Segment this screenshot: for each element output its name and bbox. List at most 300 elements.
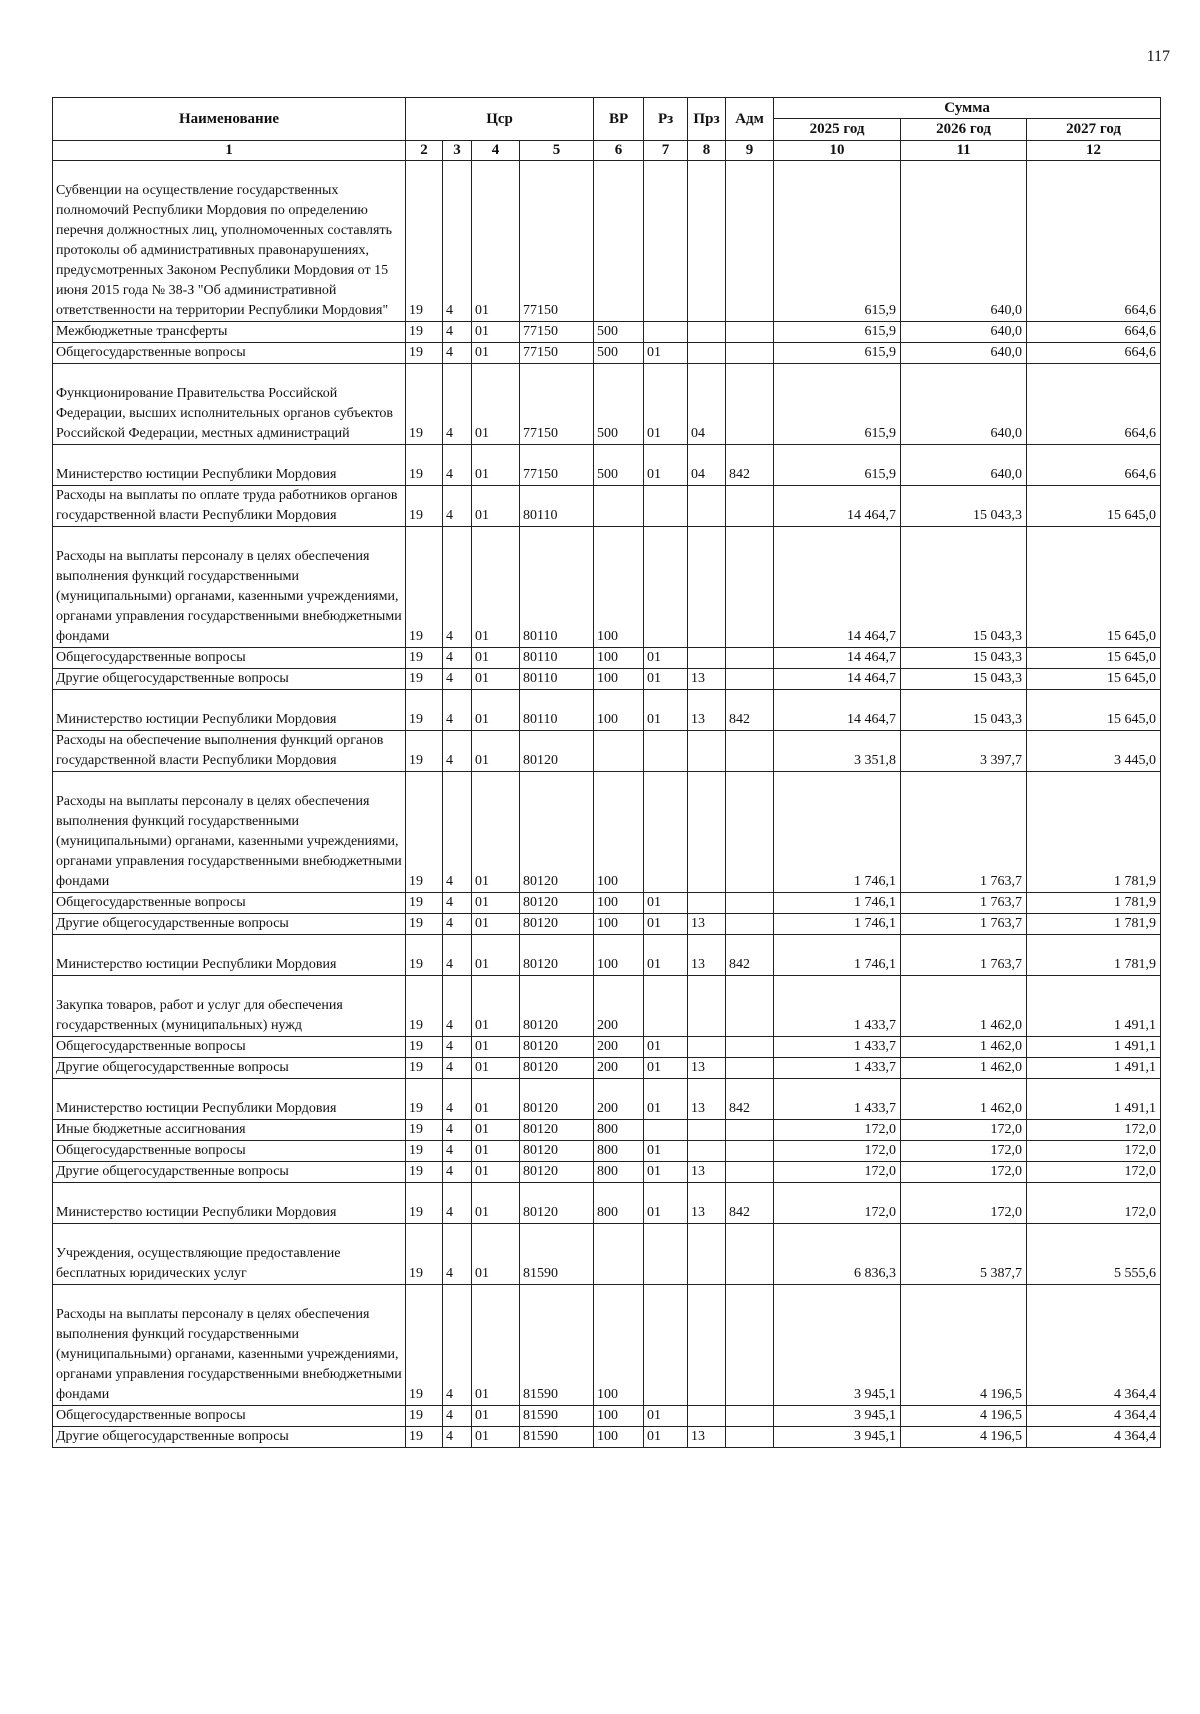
csr-part2-cell: 4	[443, 731, 472, 772]
csr-part4-cell: 80120	[520, 731, 594, 772]
amount-2027-cell: 1 491,1	[1027, 1037, 1161, 1058]
amount-2027-cell: 664,6	[1027, 161, 1161, 322]
table-row	[53, 772, 1161, 893]
amount-2026-cell: 1 462,0	[901, 976, 1027, 1037]
csr-part2-cell: 4	[443, 486, 472, 527]
adm-cell: 842	[726, 1079, 774, 1120]
amount-2025-cell: 172,0	[774, 1183, 901, 1224]
amount-2026-cell: 1 462,0	[901, 1079, 1027, 1120]
csr-part1-cell: 19	[406, 322, 443, 343]
amount-2025-cell: 6 836,3	[774, 1224, 901, 1285]
csr-part3-cell: 01	[472, 1141, 520, 1162]
adm-cell	[726, 1037, 774, 1058]
prz-cell	[688, 893, 726, 914]
rz-cell	[644, 1120, 688, 1141]
amount-2026-cell: 4 196,5	[901, 1285, 1027, 1406]
rz-cell: 01	[644, 893, 688, 914]
name-cell: Межбюджетные трансферты	[53, 322, 406, 343]
amount-2026-cell: 172,0	[901, 1162, 1027, 1183]
csr-part2-cell: 4	[443, 669, 472, 690]
table-row	[53, 445, 1161, 486]
header-adm: Адм	[726, 98, 774, 141]
csr-part4-cell: 80120	[520, 1037, 594, 1058]
csr-part1-cell: 19	[406, 343, 443, 364]
amount-2027-cell: 172,0	[1027, 1162, 1161, 1183]
adm-cell	[726, 914, 774, 935]
name-cell: Закупка товаров, работ и услуг для обеспечения государственных (муниципальных) нужд	[53, 976, 406, 1037]
csr-part3-cell: 01	[472, 1183, 520, 1224]
rz-cell	[644, 1224, 688, 1285]
csr-part2-cell: 4	[443, 914, 472, 935]
name-cell: Расходы на обеспечение выполнения функций органов государственной власти Республики Мордовия	[53, 731, 406, 772]
adm-cell	[726, 1058, 774, 1079]
rz-cell: 01	[644, 914, 688, 935]
vr-cell	[594, 161, 644, 322]
amount-2026-cell: 15 043,3	[901, 527, 1027, 648]
csr-part2-cell: 4	[443, 343, 472, 364]
csr-part3-cell: 01	[472, 322, 520, 343]
adm-cell	[726, 648, 774, 669]
prz-cell	[688, 1141, 726, 1162]
rz-cell: 01	[644, 690, 688, 731]
amount-2027-cell: 1 491,1	[1027, 1058, 1161, 1079]
vr-cell: 100	[594, 648, 644, 669]
amount-2025-cell: 615,9	[774, 445, 901, 486]
csr-part1-cell: 19	[406, 1183, 443, 1224]
column-number-6: 6	[594, 141, 644, 161]
prz-cell: 13	[688, 1079, 726, 1120]
vr-cell	[594, 731, 644, 772]
csr-part4-cell: 80110	[520, 690, 594, 731]
csr-part2-cell: 4	[443, 1183, 472, 1224]
table-row	[53, 322, 1161, 343]
name-cell: Министерство юстиции Республики Мордовия	[53, 1079, 406, 1120]
csr-part1-cell: 19	[406, 648, 443, 669]
adm-cell	[726, 1141, 774, 1162]
csr-part1-cell: 19	[406, 1037, 443, 1058]
adm-cell	[726, 364, 774, 445]
adm-cell: 842	[726, 690, 774, 731]
csr-part1-cell: 19	[406, 1120, 443, 1141]
prz-cell	[688, 1406, 726, 1427]
adm-cell	[726, 893, 774, 914]
name-cell: Министерство юстиции Республики Мордовия	[53, 690, 406, 731]
amount-2025-cell: 14 464,7	[774, 648, 901, 669]
amount-2027-cell: 15 645,0	[1027, 648, 1161, 669]
csr-part1-cell: 19	[406, 161, 443, 322]
table-row	[53, 527, 1161, 648]
amount-2025-cell: 1 746,1	[774, 893, 901, 914]
csr-part2-cell: 4	[443, 1079, 472, 1120]
table-row	[53, 1162, 1161, 1183]
adm-cell: 842	[726, 445, 774, 486]
table-row	[53, 343, 1161, 364]
vr-cell: 500	[594, 343, 644, 364]
adm-cell	[726, 322, 774, 343]
csr-part4-cell: 77150	[520, 343, 594, 364]
csr-part4-cell: 77150	[520, 161, 594, 322]
amount-2025-cell: 615,9	[774, 343, 901, 364]
csr-part3-cell: 01	[472, 669, 520, 690]
amount-2025-cell: 615,9	[774, 364, 901, 445]
csr-part1-cell: 19	[406, 1162, 443, 1183]
vr-cell	[594, 486, 644, 527]
table-row	[53, 1120, 1161, 1141]
name-cell: Расходы на выплаты по оплате труда работников органов государственной власти Республики Мордовия	[53, 486, 406, 527]
csr-part3-cell: 01	[472, 1285, 520, 1406]
amount-2026-cell: 4 196,5	[901, 1406, 1027, 1427]
prz-cell	[688, 976, 726, 1037]
csr-part1-cell: 19	[406, 731, 443, 772]
amount-2025-cell: 1 433,7	[774, 1058, 901, 1079]
amount-2026-cell: 172,0	[901, 1120, 1027, 1141]
adm-cell	[726, 731, 774, 772]
amount-2025-cell: 14 464,7	[774, 669, 901, 690]
name-cell: Министерство юстиции Республики Мордовия	[53, 445, 406, 486]
amount-2026-cell: 640,0	[901, 343, 1027, 364]
rz-cell: 01	[644, 1406, 688, 1427]
amount-2026-cell: 5 387,7	[901, 1224, 1027, 1285]
vr-cell: 100	[594, 669, 644, 690]
prz-cell	[688, 1037, 726, 1058]
csr-part2-cell: 4	[443, 364, 472, 445]
csr-part2-cell: 4	[443, 935, 472, 976]
csr-part1-cell: 19	[406, 1224, 443, 1285]
csr-part1-cell: 19	[406, 445, 443, 486]
table-row	[53, 1079, 1161, 1120]
rz-cell: 01	[644, 648, 688, 669]
table-row	[53, 1406, 1161, 1427]
adm-cell	[726, 1406, 774, 1427]
csr-part3-cell: 01	[472, 1058, 520, 1079]
csr-part4-cell: 80110	[520, 527, 594, 648]
header-prz: Прз	[688, 98, 726, 141]
csr-part4-cell: 80120	[520, 1079, 594, 1120]
vr-cell: 800	[594, 1120, 644, 1141]
csr-part1-cell: 19	[406, 772, 443, 893]
amount-2027-cell: 664,6	[1027, 343, 1161, 364]
table-row	[53, 161, 1161, 322]
adm-cell	[726, 976, 774, 1037]
amount-2026-cell: 15 043,3	[901, 690, 1027, 731]
amount-2026-cell: 15 043,3	[901, 486, 1027, 527]
header-summa: Сумма	[774, 98, 1161, 119]
csr-part1-cell: 19	[406, 976, 443, 1037]
csr-part2-cell: 4	[443, 527, 472, 648]
csr-part3-cell: 01	[472, 690, 520, 731]
prz-cell	[688, 731, 726, 772]
csr-part3-cell: 01	[472, 648, 520, 669]
vr-cell: 200	[594, 1058, 644, 1079]
amount-2025-cell: 172,0	[774, 1120, 901, 1141]
amount-2027-cell: 4 364,4	[1027, 1285, 1161, 1406]
amount-2027-cell: 1 491,1	[1027, 1079, 1161, 1120]
csr-part2-cell: 4	[443, 322, 472, 343]
csr-part2-cell: 4	[443, 648, 472, 669]
amount-2026-cell: 1 763,7	[901, 914, 1027, 935]
amount-2025-cell: 3 351,8	[774, 731, 901, 772]
csr-part4-cell: 80120	[520, 1141, 594, 1162]
csr-part3-cell: 01	[472, 527, 520, 648]
amount-2026-cell: 640,0	[901, 161, 1027, 322]
amount-2026-cell: 640,0	[901, 364, 1027, 445]
csr-part2-cell: 4	[443, 1224, 472, 1285]
csr-part3-cell: 01	[472, 731, 520, 772]
amount-2027-cell: 5 555,6	[1027, 1224, 1161, 1285]
amount-2026-cell: 1 462,0	[901, 1037, 1027, 1058]
amount-2025-cell: 1 433,7	[774, 1079, 901, 1120]
header-year-2027: 2027 год	[1027, 119, 1161, 141]
name-cell: Другие общегосударственные вопросы	[53, 669, 406, 690]
name-cell: Общегосударственные вопросы	[53, 648, 406, 669]
table-row	[53, 1285, 1161, 1406]
table-row	[53, 669, 1161, 690]
prz-cell	[688, 322, 726, 343]
amount-2026-cell: 3 397,7	[901, 731, 1027, 772]
vr-cell: 100	[594, 690, 644, 731]
adm-cell	[726, 486, 774, 527]
column-number-12: 12	[1027, 141, 1161, 161]
header-vr: ВР	[594, 98, 644, 141]
table-row	[53, 731, 1161, 772]
rz-cell	[644, 731, 688, 772]
name-cell: Другие общегосударственные вопросы	[53, 914, 406, 935]
prz-cell: 04	[688, 445, 726, 486]
rz-cell	[644, 976, 688, 1037]
rz-cell: 01	[644, 1427, 688, 1448]
name-cell: Общегосударственные вопросы	[53, 1406, 406, 1427]
csr-part3-cell: 01	[472, 1162, 520, 1183]
prz-cell	[688, 343, 726, 364]
adm-cell	[726, 1285, 774, 1406]
table-row	[53, 935, 1161, 976]
table-row	[53, 1427, 1161, 1448]
csr-part4-cell: 77150	[520, 445, 594, 486]
csr-part3-cell: 01	[472, 364, 520, 445]
amount-2027-cell: 664,6	[1027, 445, 1161, 486]
amount-2026-cell: 1 763,7	[901, 893, 1027, 914]
csr-part4-cell: 81590	[520, 1406, 594, 1427]
csr-part3-cell: 01	[472, 1427, 520, 1448]
csr-part3-cell: 01	[472, 486, 520, 527]
column-number-8: 8	[688, 141, 726, 161]
column-number-11: 11	[901, 141, 1027, 161]
prz-cell: 13	[688, 935, 726, 976]
adm-cell	[726, 772, 774, 893]
adm-cell: 842	[726, 935, 774, 976]
prz-cell	[688, 1120, 726, 1141]
adm-cell	[726, 1162, 774, 1183]
amount-2027-cell: 15 645,0	[1027, 486, 1161, 527]
amount-2027-cell: 172,0	[1027, 1120, 1161, 1141]
csr-part2-cell: 4	[443, 1406, 472, 1427]
name-cell: Общегосударственные вопросы	[53, 893, 406, 914]
table-row	[53, 1224, 1161, 1285]
rz-cell	[644, 1285, 688, 1406]
column-number-row	[53, 141, 1161, 161]
amount-2026-cell: 172,0	[901, 1183, 1027, 1224]
csr-part1-cell: 19	[406, 669, 443, 690]
amount-2027-cell: 1 781,9	[1027, 935, 1161, 976]
column-number-10: 10	[774, 141, 901, 161]
adm-cell	[726, 527, 774, 648]
rz-cell: 01	[644, 445, 688, 486]
prz-cell	[688, 161, 726, 322]
csr-part4-cell: 80120	[520, 1162, 594, 1183]
prz-cell	[688, 527, 726, 648]
prz-cell: 13	[688, 1162, 726, 1183]
csr-part4-cell: 80120	[520, 893, 594, 914]
csr-part3-cell: 01	[472, 343, 520, 364]
amount-2026-cell: 640,0	[901, 322, 1027, 343]
csr-part1-cell: 19	[406, 1141, 443, 1162]
table-row	[53, 893, 1161, 914]
rz-cell	[644, 527, 688, 648]
csr-part4-cell: 81590	[520, 1224, 594, 1285]
rz-cell: 01	[644, 1141, 688, 1162]
csr-part1-cell: 19	[406, 1427, 443, 1448]
name-cell: Министерство юстиции Республики Мордовия	[53, 935, 406, 976]
amount-2027-cell: 15 645,0	[1027, 690, 1161, 731]
prz-cell: 13	[688, 1058, 726, 1079]
vr-cell: 500	[594, 322, 644, 343]
prz-cell	[688, 648, 726, 669]
csr-part3-cell: 01	[472, 893, 520, 914]
amount-2025-cell: 14 464,7	[774, 690, 901, 731]
amount-2027-cell: 172,0	[1027, 1183, 1161, 1224]
amount-2027-cell: 1 781,9	[1027, 914, 1161, 935]
budget-table	[52, 97, 1161, 1448]
csr-part2-cell: 4	[443, 445, 472, 486]
amount-2027-cell: 1 491,1	[1027, 976, 1161, 1037]
amount-2026-cell: 4 196,5	[901, 1427, 1027, 1448]
csr-part2-cell: 4	[443, 690, 472, 731]
csr-part3-cell: 01	[472, 935, 520, 976]
vr-cell: 800	[594, 1183, 644, 1224]
vr-cell: 100	[594, 893, 644, 914]
name-cell: Министерство юстиции Республики Мордовия	[53, 1183, 406, 1224]
amount-2025-cell: 615,9	[774, 322, 901, 343]
amount-2027-cell: 4 364,4	[1027, 1427, 1161, 1448]
vr-cell: 500	[594, 445, 644, 486]
csr-part2-cell: 4	[443, 772, 472, 893]
csr-part2-cell: 4	[443, 1037, 472, 1058]
name-cell: Расходы на выплаты персоналу в целях обеспечения выполнения функций государственными (муниципальными) органами, казенными учреждениями, органами управления государственными внебюджетными фондами	[53, 1285, 406, 1406]
prz-cell	[688, 486, 726, 527]
name-cell: Общегосударственные вопросы	[53, 343, 406, 364]
rz-cell: 01	[644, 935, 688, 976]
csr-part1-cell: 19	[406, 914, 443, 935]
name-cell: Расходы на выплаты персоналу в целях обеспечения выполнения функций государственными (муниципальными) органами, казенными учреждениями, органами управления государственными внебюджетными фондами	[53, 527, 406, 648]
csr-part4-cell: 80120	[520, 1058, 594, 1079]
csr-part4-cell: 77150	[520, 364, 594, 445]
adm-cell	[726, 1427, 774, 1448]
csr-part1-cell: 19	[406, 690, 443, 731]
vr-cell: 200	[594, 1079, 644, 1120]
prz-cell: 13	[688, 1183, 726, 1224]
amount-2027-cell: 664,6	[1027, 322, 1161, 343]
csr-part4-cell: 80120	[520, 914, 594, 935]
prz-cell: 13	[688, 690, 726, 731]
column-number-9: 9	[726, 141, 774, 161]
rz-cell: 01	[644, 1037, 688, 1058]
csr-part3-cell: 01	[472, 1406, 520, 1427]
vr-cell: 100	[594, 1406, 644, 1427]
csr-part1-cell: 19	[406, 935, 443, 976]
csr-part2-cell: 4	[443, 1141, 472, 1162]
csr-part4-cell: 80110	[520, 648, 594, 669]
csr-part1-cell: 19	[406, 486, 443, 527]
csr-part1-cell: 19	[406, 364, 443, 445]
name-cell: Иные бюджетные ассигнования	[53, 1120, 406, 1141]
vr-cell: 100	[594, 772, 644, 893]
rz-cell: 01	[644, 364, 688, 445]
prz-cell	[688, 1285, 726, 1406]
rz-cell: 01	[644, 669, 688, 690]
csr-part4-cell: 80120	[520, 1183, 594, 1224]
csr-part3-cell: 01	[472, 1224, 520, 1285]
csr-part4-cell: 80120	[520, 772, 594, 893]
csr-part1-cell: 19	[406, 1058, 443, 1079]
rz-cell: 01	[644, 1162, 688, 1183]
adm-cell	[726, 669, 774, 690]
csr-part3-cell: 01	[472, 976, 520, 1037]
column-number-2: 2	[406, 141, 443, 161]
amount-2025-cell: 3 945,1	[774, 1406, 901, 1427]
adm-cell	[726, 1120, 774, 1141]
amount-2025-cell: 1 433,7	[774, 1037, 901, 1058]
csr-part4-cell: 81590	[520, 1285, 594, 1406]
name-cell: Другие общегосударственные вопросы	[53, 1162, 406, 1183]
csr-part1-cell: 19	[406, 527, 443, 648]
name-cell: Функционирование Правительства Российской Федерации, высших исполнительных органов субъектов Российской Федерации, местных администраций	[53, 364, 406, 445]
amount-2026-cell: 640,0	[901, 445, 1027, 486]
csr-part2-cell: 4	[443, 161, 472, 322]
header-year-2025: 2025 год	[774, 119, 901, 141]
amount-2027-cell: 15 645,0	[1027, 669, 1161, 690]
prz-cell: 13	[688, 914, 726, 935]
rz-cell	[644, 322, 688, 343]
name-cell: Общегосударственные вопросы	[53, 1037, 406, 1058]
prz-cell: 04	[688, 364, 726, 445]
rz-cell	[644, 486, 688, 527]
prz-cell: 13	[688, 669, 726, 690]
vr-cell: 800	[594, 1162, 644, 1183]
amount-2027-cell: 3 445,0	[1027, 731, 1161, 772]
amount-2025-cell: 172,0	[774, 1141, 901, 1162]
vr-cell: 800	[594, 1141, 644, 1162]
vr-cell: 100	[594, 935, 644, 976]
amount-2027-cell: 172,0	[1027, 1141, 1161, 1162]
column-number-7: 7	[644, 141, 688, 161]
name-cell: Общегосударственные вопросы	[53, 1141, 406, 1162]
amount-2025-cell: 14 464,7	[774, 486, 901, 527]
vr-cell: 100	[594, 1427, 644, 1448]
csr-part1-cell: 19	[406, 1406, 443, 1427]
name-cell: Расходы на выплаты персоналу в целях обеспечения выполнения функций государственными (муниципальными) органами, казенными учреждениями, органами управления государственными внебюджетными фондами	[53, 772, 406, 893]
name-cell: Субвенции на осуществление государственных полномочий Республики Мордовия по определению перечня должностных лиц, уполномоченных составлять протоколы об административных правонарушениях, предусмотренных Законом Республики Мордовия от 15 июня 2015 года № 38-З "Об административной ответственности на территории Республики Мордовия"	[53, 161, 406, 322]
amount-2026-cell: 1 763,7	[901, 772, 1027, 893]
vr-cell	[594, 1224, 644, 1285]
adm-cell	[726, 343, 774, 364]
adm-cell	[726, 1224, 774, 1285]
rz-cell	[644, 772, 688, 893]
vr-cell: 200	[594, 976, 644, 1037]
amount-2025-cell: 3 945,1	[774, 1427, 901, 1448]
csr-part4-cell: 77150	[520, 322, 594, 343]
rz-cell: 01	[644, 1058, 688, 1079]
page-number: 117	[1146, 48, 1170, 65]
